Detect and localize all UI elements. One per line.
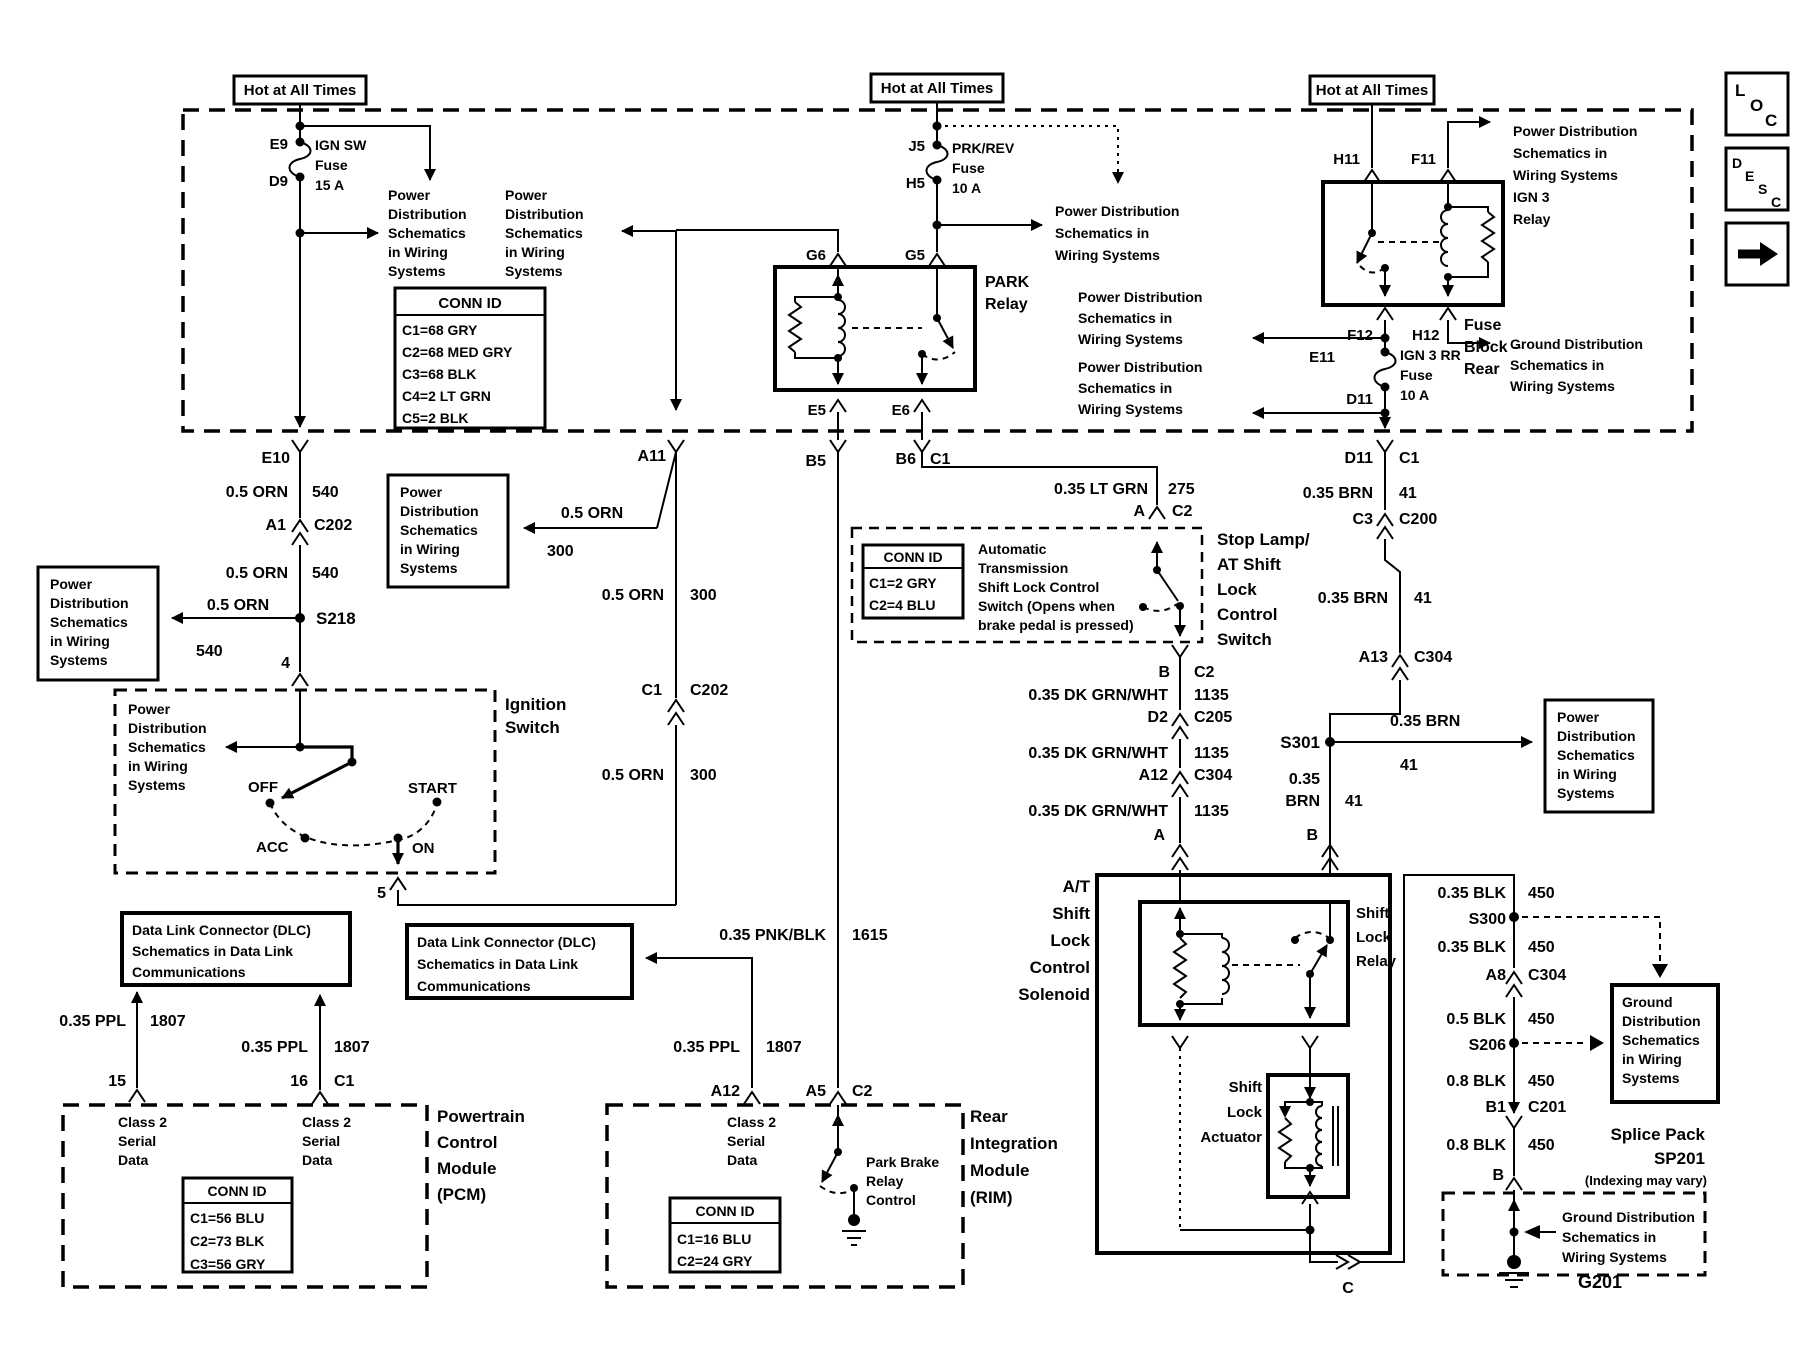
ref-text: Distribution — [1622, 1013, 1701, 1029]
ref-text: Schematics in — [1078, 310, 1173, 326]
region-label: AT Shift — [1217, 555, 1281, 574]
terminal-a5: A5 — [805, 1083, 826, 1100]
class2-label: Serial — [302, 1133, 341, 1149]
terminal-g6: G6 — [805, 247, 826, 264]
stop-lamp-switch-label — [1217, 530, 1310, 649]
ign3-rr-fuse-circuit — [1078, 289, 1461, 428]
terminal-b5: B5 — [805, 453, 826, 470]
terminal-h5: H5 — [905, 175, 925, 192]
wire-label: 540 — [312, 565, 339, 582]
region-label: Shift — [1052, 904, 1090, 923]
ref-text: Power — [388, 187, 431, 203]
class2-label: Class 2 — [727, 1114, 777, 1130]
wire-label: 0.35 — [1288, 771, 1320, 788]
shift-lock-relay-label: Relay — [1356, 953, 1397, 970]
ref-text: Schematics in — [1055, 225, 1150, 241]
connector-c2: C2 — [1194, 664, 1215, 681]
connector-c1: C1 — [334, 1073, 355, 1090]
ref-text: Schematics — [128, 739, 206, 755]
wire-label: 41 — [1399, 485, 1417, 502]
ref-text: in Wiring — [50, 633, 110, 649]
wire-label: 300 — [690, 767, 717, 784]
ref-text: in Wiring — [128, 758, 188, 774]
wire-label: 0.35 DK GRN/WHT — [1028, 803, 1168, 820]
ref-text: IGN 3 — [1513, 189, 1550, 205]
ref-text: Schematics in — [1562, 1229, 1657, 1245]
wire-label: 41 — [1414, 590, 1432, 607]
wire-label: 0.5 ORN — [601, 587, 664, 604]
ref-text: Distribution — [128, 720, 207, 736]
ref-text: Schematics in Data Link — [132, 943, 294, 959]
terminal-5: 5 — [377, 885, 386, 902]
connector-c200: C200 — [1399, 511, 1438, 528]
class2-label: Class 2 — [118, 1114, 168, 1130]
terminal-a13: A13 — [1358, 649, 1388, 666]
terminal-h11: H11 — [1333, 151, 1360, 168]
terminal-b: B — [1306, 827, 1318, 844]
ref-text: Schematics — [1557, 747, 1635, 763]
wire-label: 0.8 BLK — [1446, 1073, 1506, 1090]
region-label: Control — [1029, 958, 1090, 977]
desc-icon[interactable] — [1726, 148, 1788, 210]
wire-label: 1807 — [334, 1039, 370, 1056]
terminal-c3: C3 — [1352, 511, 1373, 528]
fuse-prk-rev: PRK/REV — [952, 140, 1015, 156]
fuse-ign3rr: 10 A — [1400, 387, 1430, 403]
loc-letter: O — [1750, 96, 1764, 115]
ref-text: Systems — [388, 263, 446, 279]
rim-label: Rear — [970, 1107, 1008, 1126]
ref-text: Power — [400, 484, 443, 500]
b5-b6-exits — [806, 440, 951, 470]
conn-id-row: C1=68 GRY — [402, 322, 478, 338]
wire-label: 450 — [1528, 885, 1555, 902]
terminal-a: A — [1153, 827, 1165, 844]
class2-label: Class 2 — [302, 1114, 352, 1130]
shift-lock-actuator-label: Lock — [1226, 1104, 1262, 1121]
terminal-h12: H12 — [1412, 327, 1440, 344]
corner-icons — [1726, 73, 1788, 285]
wire-label: 450 — [1528, 1137, 1555, 1154]
terminal-c1: C1 — [641, 682, 662, 699]
switch-desc: Shift Lock Control — [978, 579, 1100, 595]
conn-id-table-fuse-block — [395, 288, 545, 428]
park-relay — [676, 230, 1030, 440]
pcm-label: Powertrain — [437, 1107, 525, 1126]
terminal-15: 15 — [108, 1073, 126, 1090]
wire-label: 0.5 ORN — [225, 565, 288, 582]
ref-text: Relay — [1513, 211, 1551, 227]
prk-rev-fuse-circuit — [906, 102, 1180, 263]
connector-c205: C205 — [1194, 709, 1233, 726]
park-relay-label: Relay — [985, 296, 1028, 313]
rim-label: Module — [970, 1161, 1030, 1180]
ref-text: Wiring Systems — [1510, 378, 1615, 394]
pd-ref-box-5 — [1545, 700, 1653, 812]
position-start: START — [408, 780, 457, 797]
connector-c201: C201 — [1528, 1099, 1567, 1116]
class2-label: Data — [118, 1152, 149, 1168]
ref-text: Schematics — [505, 225, 583, 241]
desc-letter: S — [1758, 181, 1768, 197]
conn-id-row: C1=56 BLU — [190, 1210, 265, 1226]
conn-id-title: CONN ID — [695, 1203, 755, 1219]
splice-s218: S218 — [316, 609, 356, 628]
loc-icon[interactable] — [1726, 73, 1788, 135]
hot-at-all-times-1 — [234, 76, 366, 104]
region-label: Solenoid — [1018, 985, 1090, 1004]
wire-label: 0.35 PNK/BLK — [719, 927, 826, 944]
ref-text: Wiring Systems — [1513, 167, 1618, 183]
wire-label: 0.8 BLK — [1446, 1137, 1506, 1154]
ref-text: Distribution — [50, 595, 129, 611]
wire-label: 0.35 BRN — [1302, 485, 1373, 502]
region-label: Lock — [1050, 931, 1090, 950]
wire-label: 275 — [1168, 481, 1195, 498]
wire-label: 41 — [1345, 793, 1363, 810]
terminal-e11: E11 — [1309, 349, 1335, 366]
wire-label: 0.5 ORN — [225, 484, 288, 501]
region-label: Stop Lamp/ — [1217, 530, 1310, 549]
wire-label: 0.35 PPL — [241, 1039, 308, 1056]
ref-text: Systems — [505, 263, 563, 279]
class2-label: Serial — [727, 1133, 766, 1149]
rim-label: (RIM) — [970, 1188, 1013, 1207]
ref-text: Power — [505, 187, 548, 203]
desc-letter: E — [1745, 168, 1755, 184]
ref-text: Data Link Connector (DLC) — [132, 922, 311, 938]
terminal-b: B — [1158, 664, 1170, 681]
connector-c304: C304 — [1194, 767, 1233, 784]
fuse-block-rear-label: Block – — [1464, 339, 1521, 356]
ref-text: Wiring Systems — [1078, 331, 1183, 347]
conn-id-table-rim — [670, 1198, 780, 1272]
connector-c1: C1 — [930, 451, 951, 468]
ref-text: in Wiring — [1557, 766, 1617, 782]
terminal-f11: F11 — [1410, 151, 1436, 168]
terminal-c: C — [1342, 1280, 1354, 1297]
ref-text: Systems — [50, 652, 108, 668]
hot-at-all-times-2 — [871, 74, 1003, 102]
fuse-ign-sw: 15 A — [315, 177, 345, 193]
fuse-block-rear-label: Rear — [1464, 361, 1500, 378]
terminal-f12: F12 — [1347, 327, 1373, 344]
wire-label: 1135 — [1194, 803, 1229, 820]
wire-label: 0.35 DK GRN/WHT — [1028, 745, 1168, 762]
pd-ref-box-4 — [388, 475, 508, 587]
shift-lock-relay-label: Lock — [1356, 929, 1392, 946]
wire-label: 450 — [1528, 1073, 1555, 1090]
connector-c2: C2 — [852, 1083, 873, 1100]
switch-desc: Transmission — [978, 560, 1069, 576]
ref-text: Systems — [1557, 785, 1615, 801]
ref-text: Ground — [1622, 994, 1673, 1010]
fuse-ign3rr: IGN 3 RR — [1400, 347, 1461, 363]
position-off: OFF — [248, 779, 278, 796]
ref-text: Schematics — [400, 522, 478, 538]
connector-c304: C304 — [1414, 649, 1453, 666]
ref-text: Communications — [417, 978, 531, 994]
wire-label: 0.35 DK GRN/WHT — [1028, 687, 1168, 704]
ref-text: Data Link Connector (DLC) — [417, 934, 596, 950]
pd-ref-box-3 — [38, 567, 158, 680]
ref-text: Wiring Systems — [1562, 1249, 1667, 1265]
splice-s301: S301 — [1280, 733, 1320, 752]
wire-label: 41 — [1400, 757, 1418, 774]
conn-id-row: C3=56 GRY — [190, 1256, 266, 1272]
conn-id-row: C2=4 BLU — [869, 597, 936, 613]
switch-desc: Switch (Opens when — [978, 598, 1115, 614]
region-label: Control — [1217, 605, 1278, 624]
wire-label: 1135 — [1194, 687, 1229, 704]
wire-label: 0.35 LT GRN — [1054, 481, 1148, 498]
ref-text: Power Distribution — [1078, 289, 1203, 305]
region-label: A/T — [1062, 877, 1090, 896]
terminal-e5: E5 — [807, 402, 826, 419]
splice-pack-label: Splice Pack — [1610, 1125, 1705, 1144]
wire-label: 0.35 BRN — [1317, 590, 1388, 607]
ref-text: Systems — [128, 777, 186, 793]
ref-text: in Wiring — [388, 244, 448, 260]
pcm-label: Module — [437, 1159, 497, 1178]
dk-grn-wht-1135-chain — [1028, 645, 1232, 902]
ref-text: Power Distribution — [1055, 203, 1180, 219]
orn-540-circuit — [172, 440, 356, 686]
ref-text: Schematics — [388, 225, 466, 241]
ignition-switch-label: Switch — [505, 718, 560, 737]
position-on: ON — [412, 840, 435, 857]
terminal-d11: D11 — [1344, 450, 1373, 467]
terminal-g5: G5 — [904, 247, 925, 264]
wire-label: 300 — [547, 543, 574, 560]
lt-grn-275-circuit — [922, 452, 1195, 520]
wire-label: 0.5 BLK — [1446, 1011, 1506, 1028]
ref-text: Distribution — [1557, 728, 1636, 744]
next-arrow-icon[interactable] — [1726, 223, 1788, 285]
rim-box — [607, 1105, 1058, 1287]
wire-label: 0.35 BLK — [1437, 885, 1506, 902]
switch-desc: Automatic — [978, 541, 1047, 557]
connector-c2: C2 — [1172, 503, 1193, 520]
wire-label: 300 — [690, 587, 717, 604]
position-acc: ACC — [256, 839, 289, 856]
terminal-b6: B6 — [895, 451, 916, 468]
terminal-d11: D11 — [1346, 391, 1373, 408]
fuse-prk-rev: 10 A — [952, 180, 982, 196]
hot-label: Hot at All Times — [880, 80, 994, 97]
ref-text: in Wiring — [1622, 1051, 1682, 1067]
ref-text: Schematics — [50, 614, 128, 630]
ref-text: Schematics in — [1510, 357, 1605, 373]
ref-text: Power — [128, 701, 171, 717]
pcm-box — [63, 1105, 525, 1287]
fuse-block-rear-label: Fuse — [1464, 317, 1502, 334]
pcm-label: Control — [437, 1133, 498, 1152]
ref-text: Distribution — [388, 206, 467, 222]
ref-text: Distribution — [400, 503, 479, 519]
terminal-a11: A11 — [637, 448, 666, 465]
shift-lock-actuator-label: Actuator — [1200, 1129, 1262, 1146]
wire-label: 0.35 PPL — [59, 1013, 126, 1030]
conn-id-row: C1=16 BLU — [677, 1231, 752, 1247]
conn-id-row: C2=24 GRY — [677, 1253, 753, 1269]
dlc-ref-box-1 — [122, 913, 350, 985]
region-label: Lock — [1217, 580, 1257, 599]
connector-c1: C1 — [1399, 450, 1420, 467]
conn-id-table-at-switch — [863, 545, 963, 618]
class2-label: Data — [302, 1152, 333, 1168]
ref-text: Power Distribution — [1513, 123, 1638, 139]
splice-pack-label: SP201 — [1653, 1149, 1705, 1168]
switch-desc: brake pedal is pressed) — [978, 617, 1134, 633]
conn-id-row: C3=68 BLK — [402, 366, 477, 382]
conn-id-row: C2=68 MED GRY — [402, 344, 513, 360]
terminal-e10: E10 — [261, 450, 290, 467]
conn-id-table-pcm — [183, 1178, 292, 1272]
ref-text: Wiring Systems — [1055, 247, 1160, 263]
loc-letter: C — [1765, 111, 1778, 130]
park-brake-label: Relay — [866, 1173, 904, 1189]
ref-text: Power — [50, 576, 93, 592]
conn-id-title: CONN ID — [438, 295, 502, 312]
ref-text: Schematics in Data Link — [417, 956, 579, 972]
pcm-class2-wires — [59, 992, 369, 1104]
conn-id-row: C1=2 GRY — [869, 575, 937, 591]
terminal-b: B — [1492, 1167, 1504, 1184]
terminal-e6: E6 — [891, 402, 910, 419]
ground-g201: G201 — [1578, 1272, 1623, 1292]
rim-label: Integration — [970, 1134, 1058, 1153]
wire-label: 0.5 ORN — [601, 767, 664, 784]
fuse-ign-sw: IGN SW — [315, 137, 367, 153]
wire-label: 0.35 PPL — [673, 1039, 740, 1056]
desc-letter: D — [1732, 155, 1743, 171]
ref-text: Distribution — [505, 206, 584, 222]
conn-id-row: C2=73 BLK — [190, 1233, 265, 1249]
hot-at-all-times-3 — [1310, 76, 1434, 104]
conn-id-row: C4=2 LT GRN — [402, 388, 491, 404]
splice-pack-note: (Indexing may vary) — [1584, 1173, 1707, 1188]
wire-label: 450 — [1528, 1011, 1555, 1028]
pd-ref-block-1 — [388, 187, 467, 279]
park-brake-label: Park Brake — [866, 1154, 940, 1170]
hot-label: Hot at All Times — [1315, 82, 1429, 99]
pcm-label: (PCM) — [437, 1185, 487, 1204]
ref-text: Systems — [1622, 1070, 1680, 1086]
wire-label: 1807 — [766, 1039, 802, 1056]
terminal-16: 16 — [290, 1073, 308, 1090]
region-label: Switch — [1217, 630, 1272, 649]
ref-text: Communications — [132, 964, 246, 980]
terminal-a8: A8 — [1485, 967, 1506, 984]
wire-label: 1615 — [852, 927, 888, 944]
wire-label: 540 — [312, 484, 339, 501]
splice-s206: S206 — [1468, 1037, 1506, 1054]
pd-ref-block-f12 — [1078, 289, 1202, 347]
ref-text: Ground Distribution — [1562, 1209, 1695, 1225]
ref-text: Wiring Systems — [1078, 401, 1183, 417]
class2-label: Data — [727, 1152, 758, 1168]
fuse-ign-sw: Fuse — [315, 157, 348, 173]
shift-lock-relay-label: Shift — [1356, 905, 1390, 922]
pd-ref-block-2 — [505, 187, 676, 279]
splice-s300: S300 — [1468, 911, 1506, 928]
dlc-ref-box-2 — [407, 925, 632, 998]
wire-label: 0.5 ORN — [560, 505, 624, 522]
park-relay-label: PARK — [985, 274, 1030, 291]
park-brake-label: Control — [866, 1192, 916, 1208]
desc-letter: C — [1771, 194, 1782, 210]
ref-text: Schematics — [1622, 1032, 1700, 1048]
terminal-a12: A12 — [1138, 767, 1168, 784]
wire-label: 450 — [1528, 939, 1555, 956]
hot-label: Hot at All Times — [243, 82, 357, 99]
ref-text: Power Distribution — [1078, 359, 1203, 375]
ref-text: in Wiring — [505, 244, 565, 260]
pd-ref-block-d11 — [1078, 359, 1202, 417]
conn-id-title: CONN ID — [207, 1183, 267, 1199]
terminal-e9: E9 — [269, 136, 288, 153]
fuse-prk-rev: Fuse — [952, 160, 985, 176]
terminal-d2: D2 — [1147, 709, 1168, 726]
wire-label: 0.5 ORN — [206, 597, 270, 614]
brn-41-circuit — [1280, 440, 1532, 875]
ignition-switch-label: Ignition — [505, 695, 567, 714]
wire-label: 0.35 BLK — [1437, 939, 1506, 956]
terminal-a1: A1 — [265, 517, 286, 534]
ground-distribution-ref-box — [1612, 985, 1718, 1102]
terminal-d9: D9 — [268, 173, 288, 190]
shift-lock-actuator-label: Shift — [1228, 1079, 1262, 1096]
connector-c202: C202 — [314, 517, 353, 534]
ref-text: Systems — [400, 560, 458, 576]
connector-c202: C202 — [690, 682, 729, 699]
terminal-4: 4 — [281, 655, 290, 672]
loc-letter: L — [1735, 81, 1746, 100]
ignition-switch — [115, 690, 676, 905]
wire-label: 540 — [196, 643, 223, 660]
conn-id-title: CONN ID — [883, 549, 943, 565]
g201-ground-box — [1443, 1190, 1705, 1292]
ref-text: Schematics in — [1513, 145, 1608, 161]
terminal-a12: A12 — [710, 1083, 740, 1100]
orn-300-circuit — [524, 230, 728, 905]
ref-text: Schematics in — [1078, 380, 1173, 396]
wire-label: 1135 — [1194, 745, 1229, 762]
ref-text: Ground Distribution — [1510, 336, 1643, 352]
wire-label: 0.35 BRN — [1390, 713, 1461, 730]
connector-c304: C304 — [1528, 967, 1567, 984]
fuse-ign3rr: Fuse — [1400, 367, 1433, 383]
conn-id-row: C5=2 BLK — [402, 410, 469, 426]
ref-text: in Wiring — [400, 541, 460, 557]
ref-text: Power — [1557, 709, 1600, 725]
wire-label: BRN — [1285, 793, 1320, 810]
terminal-a: A — [1133, 503, 1145, 520]
wire-label: 1807 — [150, 1013, 186, 1030]
at-shift-lock-control-switch — [852, 528, 1310, 649]
terminal-b1: B1 — [1485, 1099, 1506, 1116]
terminal-j5: J5 — [908, 138, 925, 155]
class2-label: Serial — [118, 1133, 157, 1149]
